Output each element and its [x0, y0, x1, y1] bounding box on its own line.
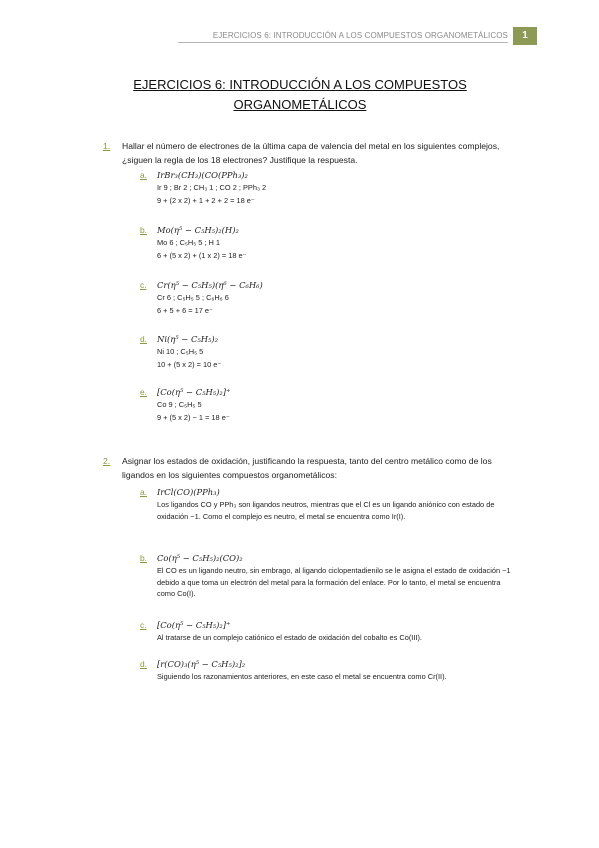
item-formula: IrBr₃(CH₃)(CO(PPh₃)₂	[157, 170, 248, 180]
item-formula: [Co(η⁵ − C₅H₅)₂]⁺	[157, 387, 231, 397]
question-text: Asignar los estados de oxidación, justificando la respuesta, tanto del centro metálico como de los ligandos en los siguientes compuestos organometálicos:	[122, 456, 492, 480]
item-line: 9 + (5 x 2) − 1 = 18 e⁻	[157, 413, 230, 422]
item-answer: Los ligandos CO y PPh₃ son ligandos neutros, mientras que el Cl es un ligando aniónico con estado de oxidación −1. Como el complejo es neutro, el metal se encuentra como Ir(I).	[157, 500, 495, 521]
item-line: 10 + (5 x 2) = 10 e⁻	[157, 360, 222, 369]
item-letter: b.	[140, 553, 147, 563]
item-letter: d.	[140, 659, 147, 669]
title-line-2: ORGANOMETÁLICOS	[233, 97, 367, 112]
item-formula: [r(CO)₃(η⁵ − C₅H₅)₂]₂	[157, 659, 246, 669]
item-line: 9 + (2 x 2) + 1 + 2 + 2 = 18 e⁻	[157, 196, 255, 205]
header-rule	[178, 42, 508, 43]
item-line: Ir 9 ; Br 2 ; CH₃ 1 ; CO 2 ; PPh₃ 2	[157, 183, 267, 192]
item-letter: e.	[140, 387, 147, 397]
item-answer: El CO es un ligando neutro, sin embrago, al ligando ciclopentadienilo se le asigna el estado de oxidación −1 debido a que toma un electrón del metal para la formación del enlace. Por lo tanto, el metal se encuentra como Co(I).	[157, 566, 511, 598]
page-number: 1	[513, 27, 537, 45]
item-line: 6 + 5 + 6 = 17 e⁻	[157, 306, 213, 315]
question-text: Hallar el número de electrones de la última capa de valencia del metal en los siguientes complejos, ¿siguen la regla de los 18 electrones? Justifique la respuesta.	[122, 141, 500, 165]
item-formula: [Co(η⁵ − C₅H₅)₂]⁺	[157, 620, 231, 630]
item-letter: c.	[140, 280, 147, 290]
item-line: Mo 6 ; C₅H₅ 5 ; H 1	[157, 238, 221, 247]
running-header	[0, 30, 599, 46]
item-formula: Co(η⁵ − C₅H₅)₂(CO)₂	[157, 553, 243, 563]
item-answer: Siguiendo los razonamientos anteriores, en este caso el metal se encuentra como Cr(II).	[157, 672, 447, 681]
item-answer: Al tratarse de un complejo catiónico el estado de oxidación del cobalto es Co(III).	[157, 633, 422, 642]
page-title	[100, 75, 500, 115]
title-line-1: EJERCICIOS 6: INTRODUCCIÓN A LOS COMPUESTOS	[133, 77, 467, 92]
item-formula: IrCl(CO)(PPh₃)	[157, 487, 220, 497]
item-letter: a.	[140, 487, 147, 497]
item-line: 6 + (5 x 2) + (1 x 2) = 18 e⁻	[157, 251, 247, 260]
item-letter: d.	[140, 334, 147, 344]
item-line: Cr 6 ; C₅H₅ 5 ; C₆H₆ 6	[157, 293, 229, 302]
question-number: 1.	[103, 141, 111, 151]
item-formula: Cr(η⁵ − C₅H₅)(η⁶ − C₆H₆)	[157, 280, 263, 290]
item-formula: Mo(η⁵ − C₅H₅)₂(H)₂	[157, 225, 239, 235]
item-letter: b.	[140, 225, 147, 235]
item-letter: a.	[140, 170, 147, 180]
item-line: Co 9 ; C₅H₅ 5	[157, 400, 202, 409]
item-letter: c.	[140, 620, 147, 630]
question-number: 2.	[103, 456, 111, 466]
item-line: Ni 10 ; C₅H₅ 5	[157, 347, 204, 356]
item-formula: Ni(η⁵ − C₅H₅)₂	[157, 334, 219, 344]
running-title: EJERCICIOS 6: INTRODUCCIÓN A LOS COMPUESTOS ORGANOMETÁLICOS	[212, 31, 508, 40]
